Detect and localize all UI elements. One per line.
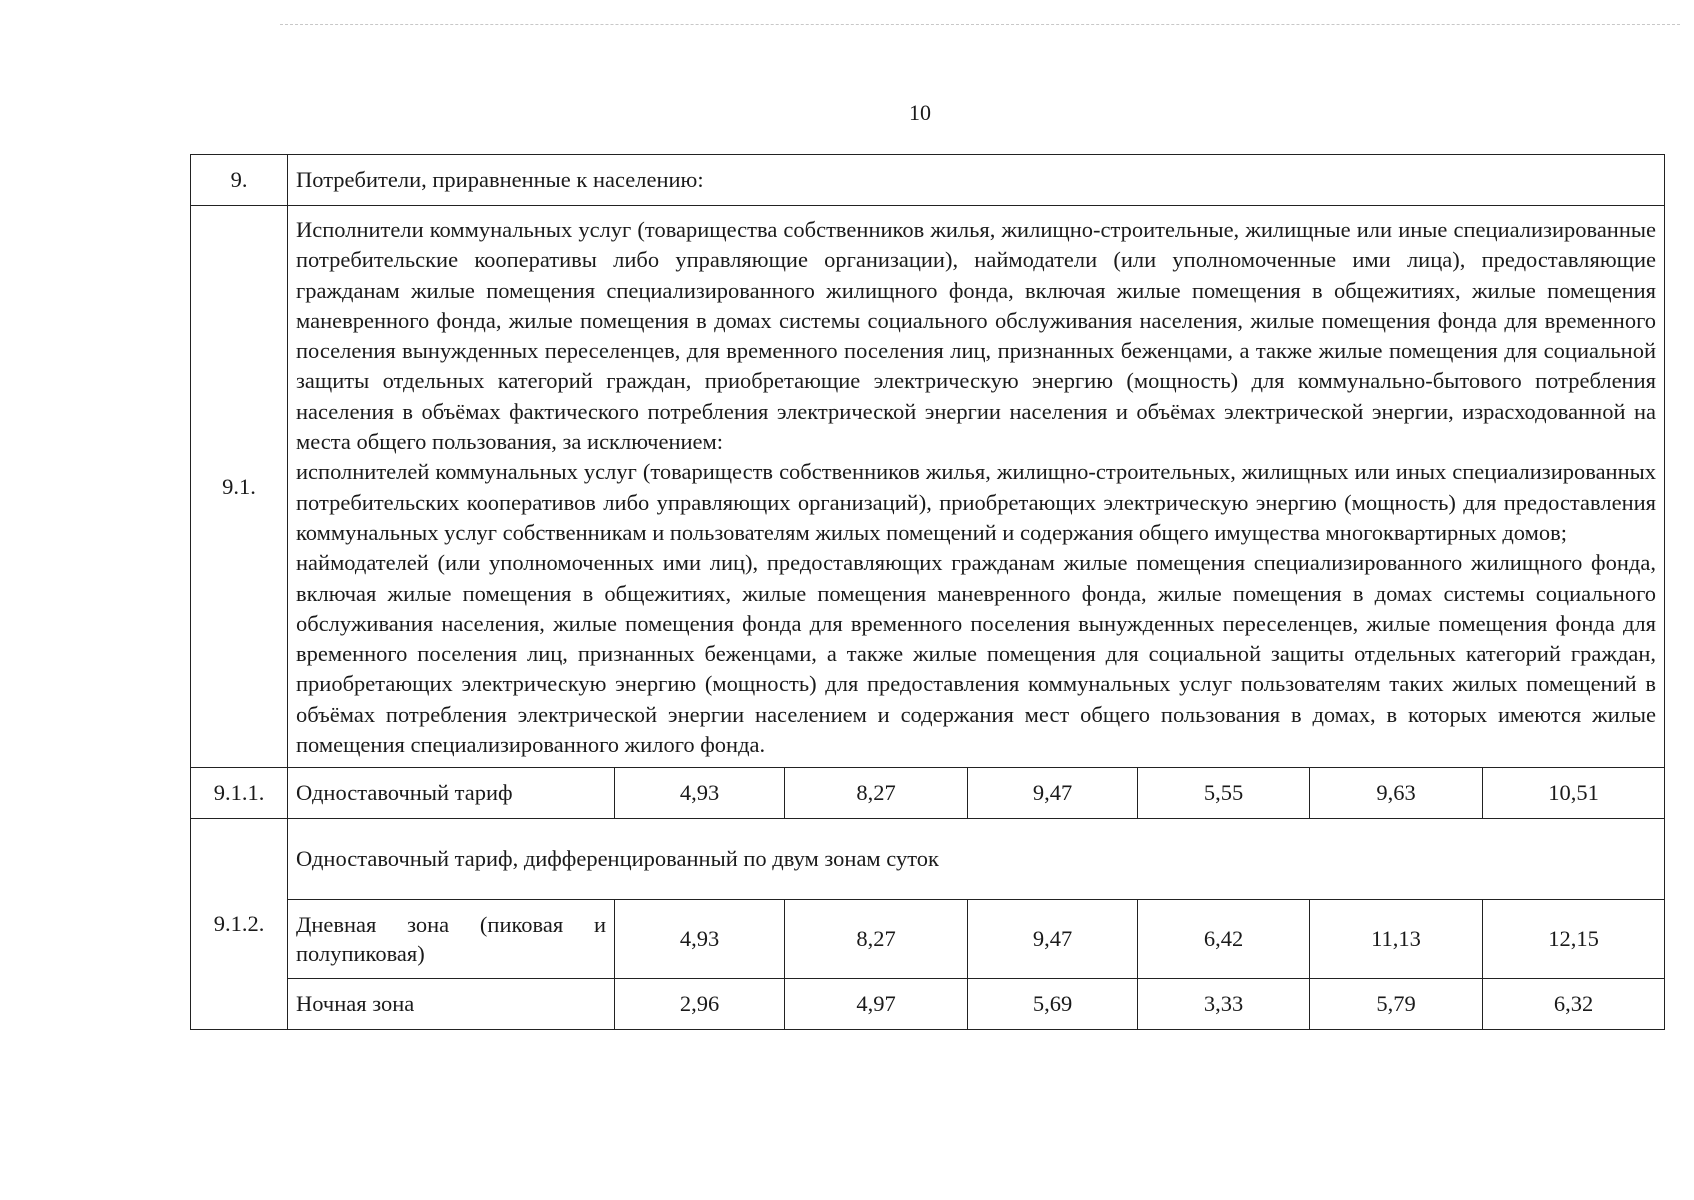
value-cell: 9,63: [1310, 768, 1483, 819]
page-number: 10: [909, 100, 931, 125]
scan-top-edge-line: [280, 24, 1680, 25]
value-cell: 4,93: [615, 768, 785, 819]
value-cell: 5,79: [1310, 979, 1483, 1030]
value-cell: 3,33: [1138, 979, 1310, 1030]
table-row-night-zone: [191, 979, 1665, 1030]
zone-label: Ночная зона: [288, 979, 615, 1030]
section-row: [191, 155, 1665, 206]
tariff-table: [190, 154, 1665, 1030]
section-number: 9.: [191, 155, 288, 206]
row-label: Одноставочный тариф: [288, 768, 615, 819]
value-cell: 4,97: [785, 979, 968, 1030]
value-cell: 6,32: [1483, 979, 1665, 1030]
row-number: 9.1.2.: [191, 819, 288, 1030]
row-title: Одноставочный тариф, дифференцированный по двум зонам суток: [288, 819, 1665, 900]
value-cell: 5,55: [1138, 768, 1310, 819]
table-row-day-zone: [191, 900, 1665, 979]
subsection-description: [288, 206, 1665, 768]
value-cell: 12,15: [1483, 900, 1665, 979]
table-row-two-zone-title: [191, 819, 1665, 900]
value-cell: 8,27: [785, 768, 968, 819]
value-cell: 4,93: [615, 900, 785, 979]
subsection-row: [191, 206, 1665, 768]
value-cell: 9,47: [968, 900, 1138, 979]
value-cell: 6,42: [1138, 900, 1310, 979]
row-number: 9.1.1.: [191, 768, 288, 819]
value-cell: 2,96: [615, 979, 785, 1030]
description-paragraph: исполнителей коммунальных услуг (товариществ собственников жилья, жилищно-строительных, жилищных или иных специализированных потребительских кооперативов либо управляющих организаций), приобретающих электрическую энергию (мощность) для предоставления коммунальных услуг собственникам и пользователям жилых помещений и содержания общего имущества многоквартирных домов;: [296, 459, 1656, 545]
subsection-number: 9.1.: [191, 206, 288, 768]
description-paragraph: наймодателей (или уполномоченных ими лиц), предоставляющих гражданам жилые помещения специализированного жилищного фонда, включая жилые помещения в общежитиях, жилые помещения маневренного фонда, жилые помещения в домах системы социального обслуживания населения, жилые помещения фонда для временного поселения вынужденных переселенцев, жилые помещения фонда для временного поселения лиц, признанных беженцами, а также жилые помещения для социальной защиты отдельных категорий граждан, приобретающих электрическую энергию (мощность) для предоставления коммунальных услуг пользователям таких жилых помещений в объёмах потребления электрической энергии населением и содержания мест общего пользования в домах, в которых имеются жилые помещения специализированного жилого фонда.: [296, 550, 1656, 758]
value-cell: 11,13: [1310, 900, 1483, 979]
table-row-single-rate: [191, 768, 1665, 819]
description-paragraph: Исполнители коммунальных услуг (товарищества собственников жилья, жилищно-строительные, жилищные или иные специализированные потребительские кооперативы либо управляющие организации), наймодатели (или уполномоченные ими лица), предоставляющие гражданам жилые помещения специализированного жилищного фонда, включая жилые помещения в общежитиях, жилые помещения маневренного фонда, жилые помещения в домах системы социального обслуживания населения, жилые помещения фонда для временного поселения вынужденных переселенцев, для временного поселения лиц, признанных беженцами, а также жилые помещения для социальной защиты отдельных категорий граждан, приобретающие электрическую энергию (мощность) для коммунально-бытового потребления населения в объёмах фактического потребления электрической энергии населения и объёмах электрической энергии, израсходованной на места общего пользования, за исключением:: [296, 217, 1656, 455]
zone-label: Дневная зона (пиковая и полупиковая): [288, 900, 615, 979]
section-title: Потребители, приравненные к населению:: [288, 155, 1665, 206]
value-cell: 8,27: [785, 900, 968, 979]
value-cell: 5,69: [968, 979, 1138, 1030]
value-cell: 9,47: [968, 768, 1138, 819]
value-cell: 10,51: [1483, 768, 1665, 819]
